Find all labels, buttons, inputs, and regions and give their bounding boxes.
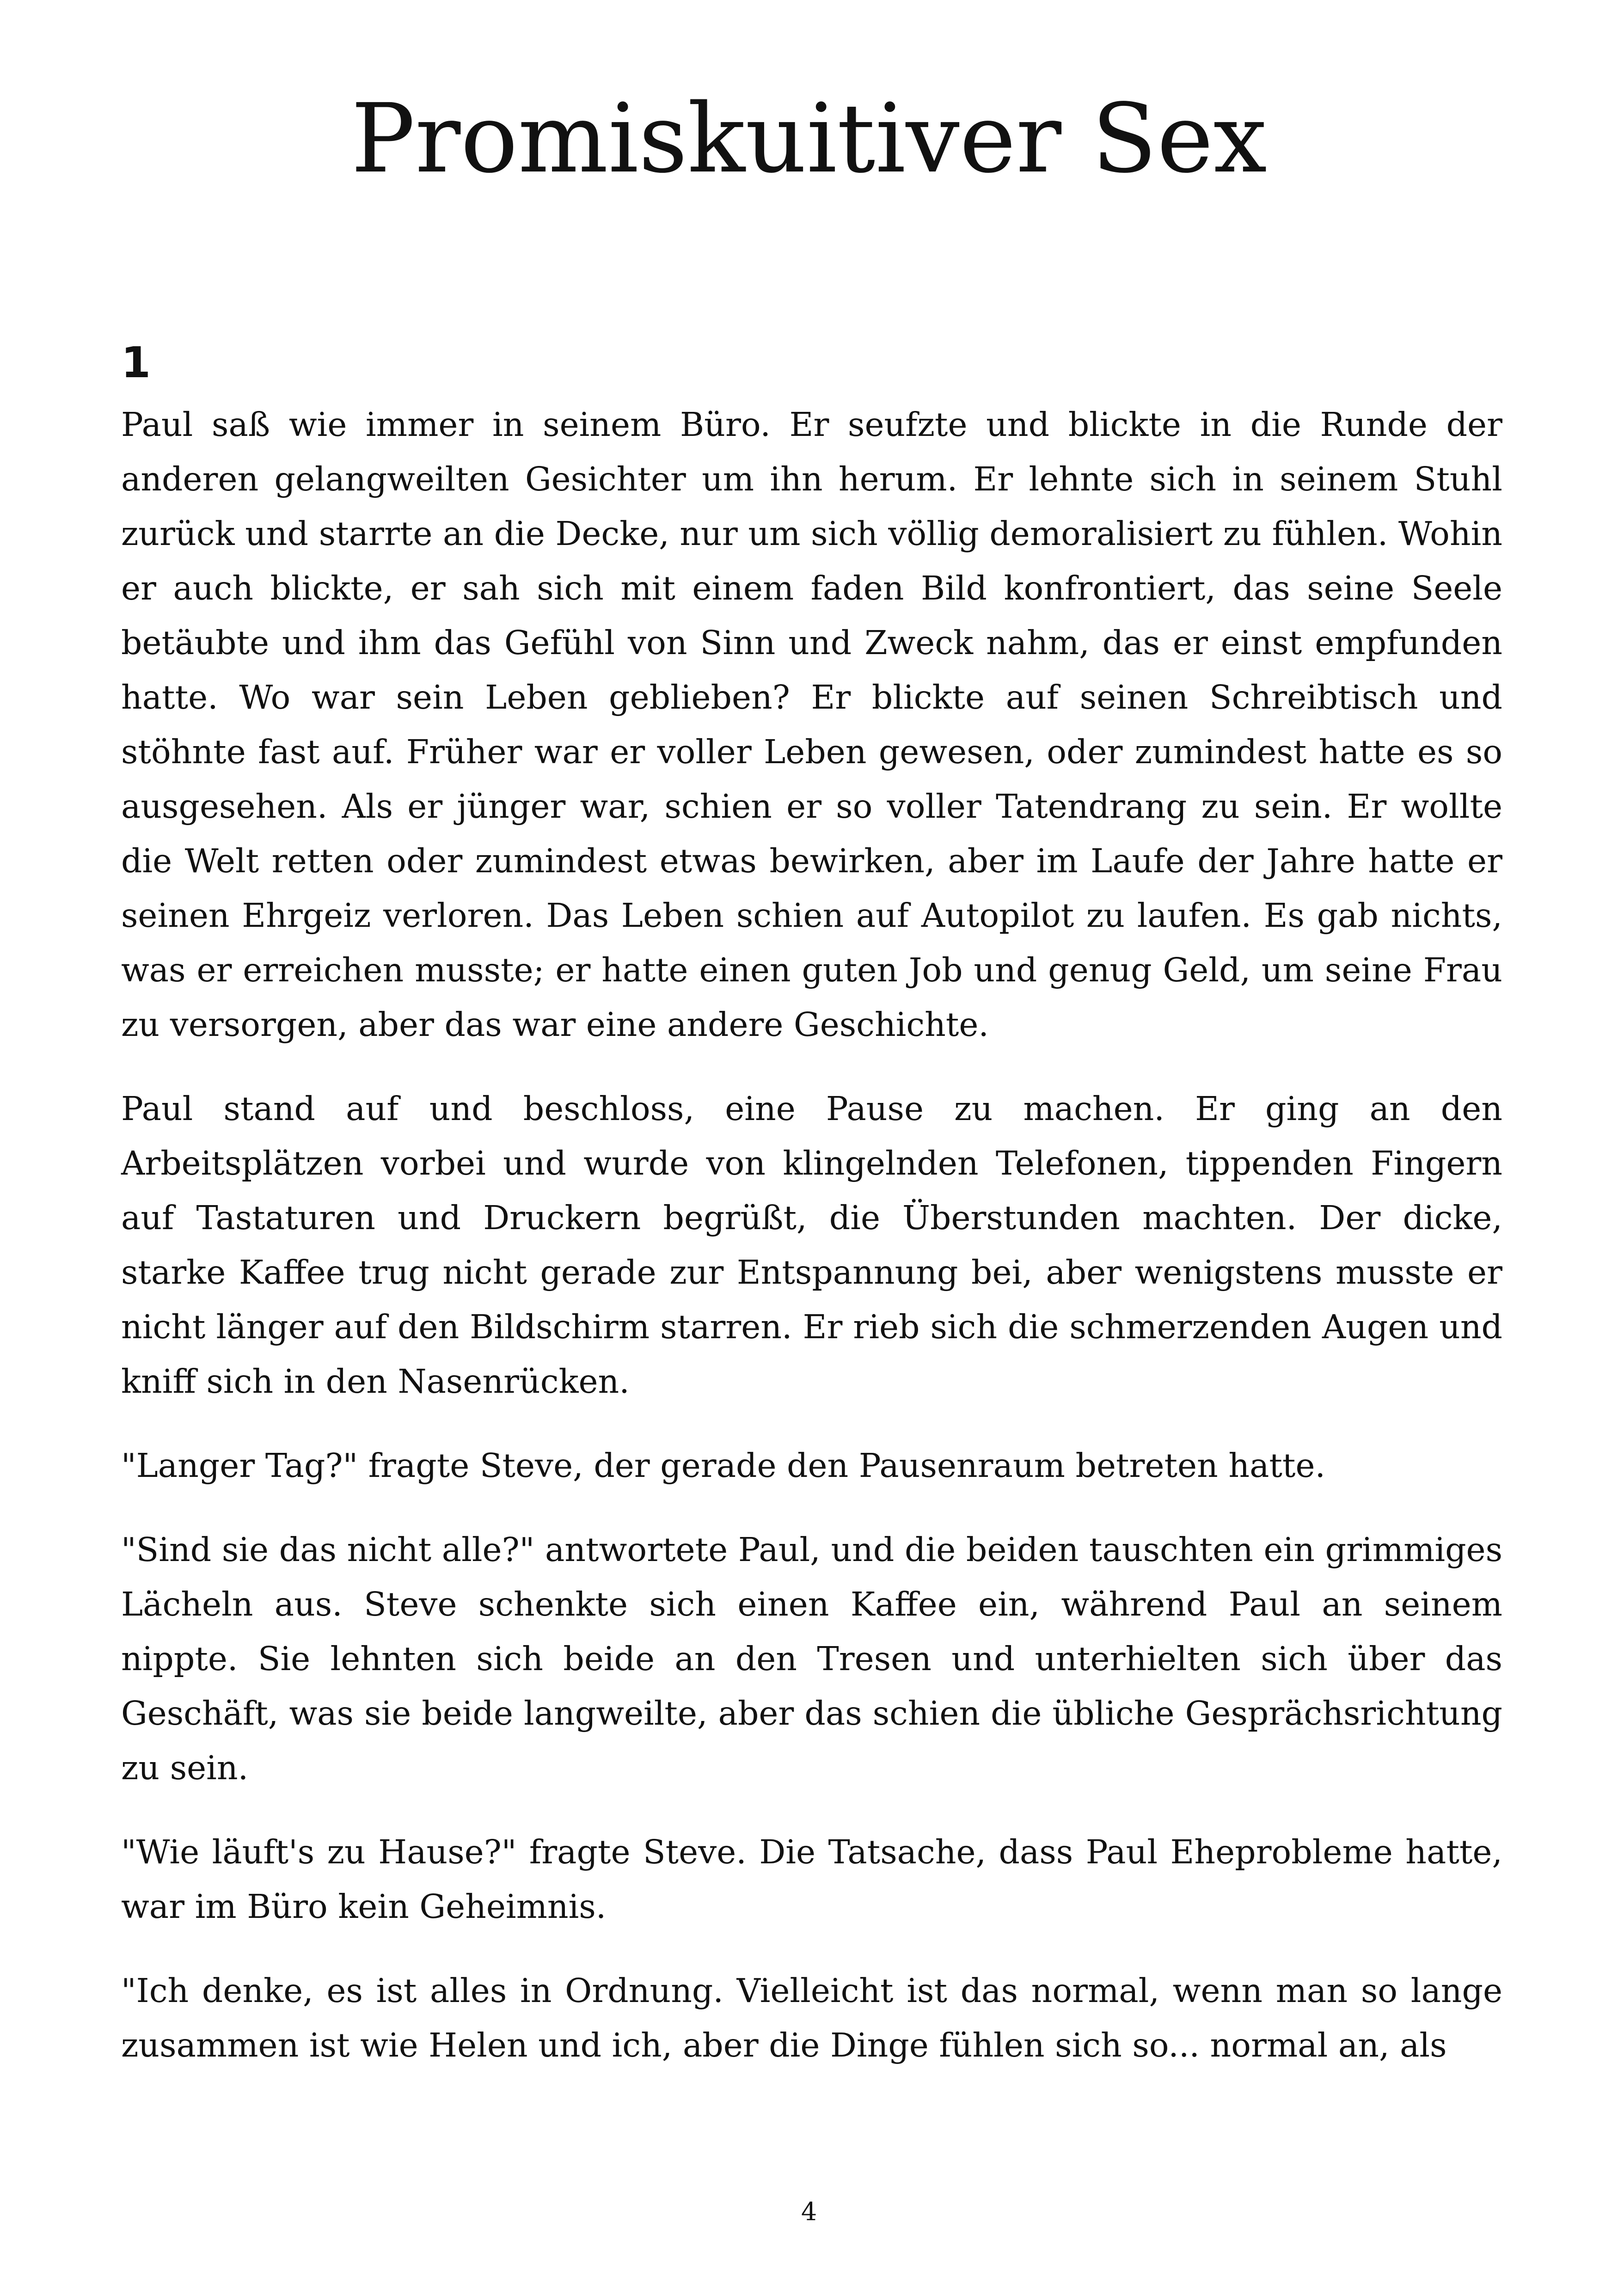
paragraph-5: "Wie läuft's zu Hause?" fragte Steve. Die Tatsache, dass Paul Eheprobleme hatte, war im Büro kein Geheimnis. (121, 1833, 1502, 1926)
paragraph-6: "Ich denke, es ist alles in Ordnung. Vielleicht ist das normal, wenn man so lange zusammen ist wie Helen und ich, aber die Dinge fühlen sich so... normal an, als (121, 1971, 1502, 2064)
document-body (121, 333, 1502, 2102)
page-number: 4 (801, 2197, 817, 2226)
document-title: Promiskuitiver Sex (351, 83, 1267, 194)
paragraph-2: Paul stand auf und beschloss, eine Pause zu machen. Er ging an den Arbeitsplätzen vorbei und wurde von klingelnden Telefonen, tippenden Fingern auf Tastaturen und Druckern begrüßt, die Überstunden machten. Der dicke, starke Kaffee trug nicht gerade zur Entspannung bei, aber wenigstens musste er nicht länger auf den Bildschirm starren. Er rieb sich die schmerzenden Augen und kniff sich in den Nasenrücken. (121, 1090, 1502, 1401)
paragraph-3: "Langer Tag?" fragte Steve, der gerade den Pausenraum betreten hatte. (121, 1446, 1326, 1485)
paragraph-1: Paul saß wie immer in seinem Büro. Er seufzte und blickte in die Runde der anderen gelangweilten Gesichter um ihn herum. Er lehnte sich in seinem Stuhl zurück und starrte an die Decke, nur um sich völlig demoralisiert zu fühlen. Wohin er auch blickte, er sah sich mit einem faden Bild konfrontiert, das seine Seele betäubte und ihm das Gefühl von Sinn und Zweck nahm, das er einst empfunden hatte. Wo war sein Leben geblieben? Er blickte auf seinen Schreibtisch und stöhnte fast auf. Früher war er voller Leben gewesen, oder zumindest hatte es so ausgesehen. Als er jünger war, schien er so voller Tatendrang zu sein. Er wollte die Welt retten oder zumindest etwas bewirken, aber im Laufe der Jahre hatte er seinen Ehrgeiz verloren. Das Leben schien auf Autopilot zu laufen. Es gab nichts, was er erreichen musste; er hatte einen guten Job und genug Geld, um seine Frau zu versorgen, aber das war eine andere Geschichte. (121, 405, 1502, 1044)
chapter-heading: 1 (121, 338, 151, 387)
paragraph-4: "Sind sie das nicht alle?" antwortete Paul, und die beiden tauschten ein grimmiges Lächeln aus. Steve schenkte sich einen Kaffee ein, während Paul an seinem nippte. Sie lehnten sich beide an den Tresen und unterhielten sich über das Geschäft, was sie beide langweilte, aber das schien die übliche Gesprächsrichtung zu sein. (121, 1531, 1502, 1787)
